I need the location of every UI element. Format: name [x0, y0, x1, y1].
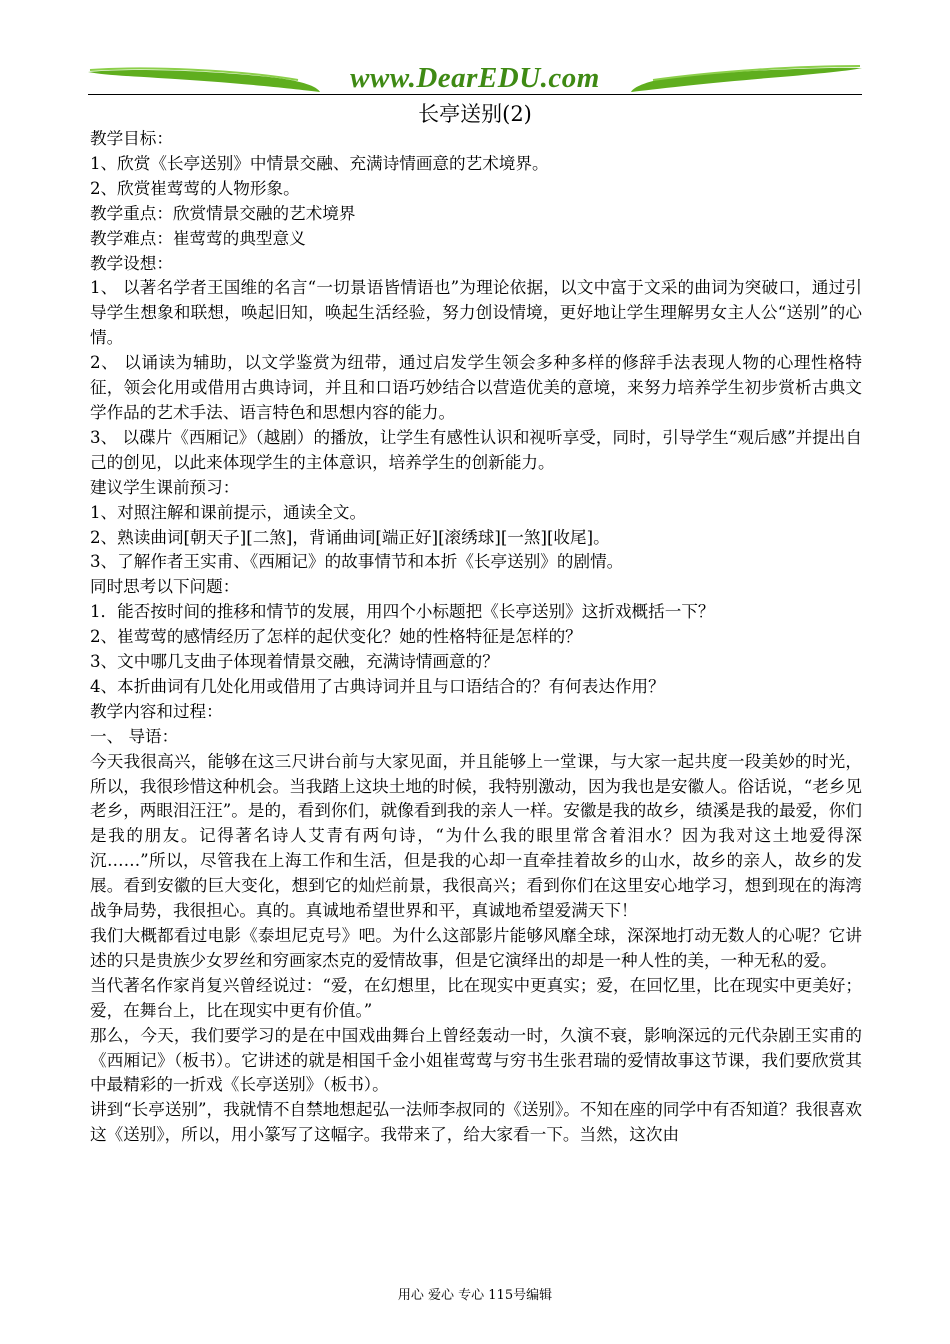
paragraph: 3、了解作者王实甫、《西厢记》的故事情节和本折《长亭送别》的剧情。 [90, 552, 624, 572]
paragraph: 1．能否按时间的推移和情节的发展，用四个小标题把《长亭送别》这折戏概括一下？ [90, 602, 715, 622]
page-footer: 用心 爱心 专心 115号编辑 [397, 1288, 553, 1303]
paragraph: 讲到“长亭送别”，我就情不自禁地想起弘一法师李叔同的《送别》。不知在座的同学中有否知道？我很喜欢这《送别》，所以，用小篆写了这幅字。我带来了，给大家看一下。当然，这次由 [90, 1100, 862, 1145]
document-body [90, 127, 862, 1148]
paragraph: 教学重点：欣赏情景交融的艺术境界 [90, 203, 356, 223]
document-title: 长亭送别(2) [418, 102, 532, 126]
paragraph: 我们大概都看过电影《泰坦尼克号》吧。为什么这部影片能够风靡全球，深深地打动无数人的心呢？它讲述的只是贵族少女罗丝和穷画家杰克的爱情故事，但是它演绎出的却是一种人性的美，一种无私的爱。 [90, 926, 862, 970]
paragraph: 教学目标： [90, 129, 173, 148]
paragraph: 教学难点：崔莺莺的典型意义 [90, 228, 306, 248]
paragraph: 1、欣赏《长亭送别》中情景交融、充满诗情画意的艺术境界。 [90, 153, 549, 173]
paragraph: 4、本折曲词有几处化用或借用了古典诗词并且与口语结合的？有何表达作用？ [90, 676, 665, 696]
paragraph: 一、 导语： [90, 726, 179, 746]
paragraph: 同时思考以下问题： [90, 577, 240, 597]
paragraph: 2、欣赏崔莺莺的人物形象。 [90, 178, 300, 198]
paragraph: 教学设想： [90, 253, 173, 273]
paragraph: 当代著名作家肖复兴曾经说过：“爱，在幻想里，比在现实中更真实；爱，在回忆里，比在现实中更美好； 爱，在舞台上，比在现实中更有价值。” [90, 975, 862, 1020]
paragraph: 2、崔莺莺的感情经历了怎样的起伏变化？她的性格特征是怎样的？ [90, 627, 582, 647]
paragraph: 今天我很高兴，能够在这三尺讲台前与大家见面，并且能够上一堂课，与大家一起共度一段美妙的时光，所以，我很珍惜这种机会。当我踏上这块土地的时候，我特别激动，因为我也是安徽人。俗话说，“老乡见老乡，两眼泪汪汪”。是的，看到你们，就像看到我的亲人一样。安徽是我的故乡，绩溪是我的最爱，你们是我的朋友。记得著名诗人艾青有两句诗，“为什么我的眼里常含着泪水？因为我对这土地爱得深沉……”所以，尽管我在上海工作和生活，但是我的心却一直牵挂着故乡的山水，故乡的亲人，故乡的发展。看到安徽的巨大变化，想到它的灿烂前景，我很高兴；看到你们在这里安心地学习，想到现在的海湾战争局势，我很担心。真的。真诚地希望世界和平，真诚地希望爱满天下！ [90, 751, 862, 921]
paragraph: 建议学生课前预习： [90, 477, 240, 497]
paragraph: 教学内容和过程： [90, 701, 223, 721]
paragraph: 2、 以诵读为辅助，以文学鉴赏为纽带，通过启发学生领会多种多样的修辞手法表现人物的心理性格特征，领会化用或借用古典诗词，并且和口语巧妙结合以营造优美的意境，来努力培养学生初步赏析古典文学作品的艺术手法、语言特色和思想内容的能力。 [90, 353, 862, 422]
paragraph: 1、 以著名学者王国维的名言“一切景语皆情语也”为理论依据，以文中富于文采的曲词为突破口，通过引导学生想象和联想，唤起旧知，唤起生活经验，努力创设情境，更好地让学生理解男女主人公“送别”的心情。 [90, 278, 862, 348]
paragraph: 1、对照注解和课前提示，通读全文。 [90, 502, 367, 522]
site-header [88, 58, 862, 98]
site-logo: www.DearEDU.com [350, 62, 600, 94]
paragraph: 那么，今天，我们要学习的是在中国戏曲舞台上曾经轰动一时，久演不衰，影响深远的元代杂剧王实甫的《西厢记》（板书）。它讲述的就是相国千金小姐崔莺莺与穷书生张君瑞的爱情故事这节课，我们要欣赏其中最精彩的一折戏《长亭送别》（板书）。 [90, 1025, 862, 1095]
paragraph: 3、 以碟片《西厢记》（越剧）的播放，让学生有感性认识和视听享受，同时，引导学生“观后感”并提出自己的创见，以此来体现学生的主体意识，培养学生的创新能力。 [90, 427, 862, 472]
header-rule [88, 94, 862, 95]
paragraph: 2、熟读曲词[朝天子][二煞]，背诵曲词[端正好][滚绣球][一煞][收尾]。 [90, 527, 610, 547]
paragraph: 3、文中哪几支曲子体现着情景交融，充满诗情画意的？ [90, 652, 499, 672]
